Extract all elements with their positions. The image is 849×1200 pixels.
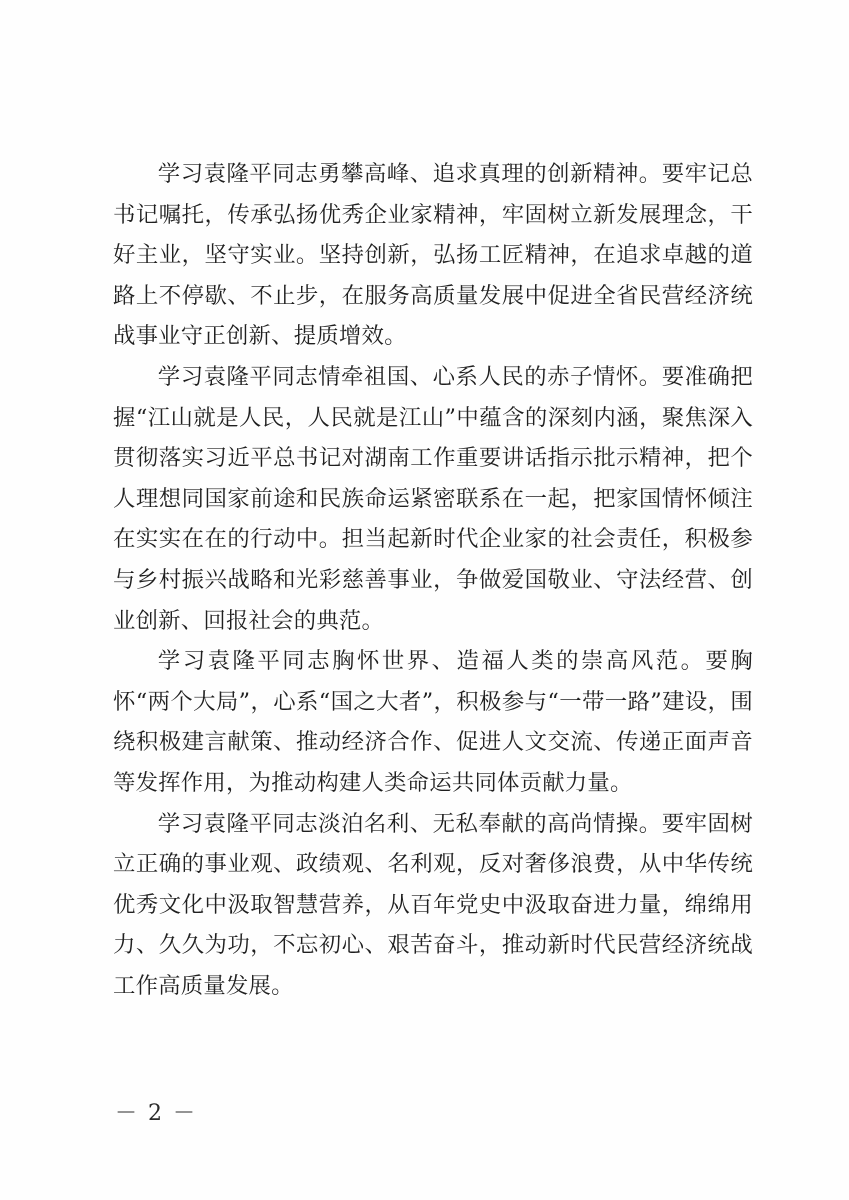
paragraph-patriotic-feeling: 学习袁隆平同志情牵祖国、心系人民的赤子情怀。要准确把握“江山就是人民，人民就是江山”中蕴含的深刻内涵，聚焦深入贯彻落实习近平总书记对湖南工作重要讲话指示批示精神，把个人理想同国家前途和民族命运紧密联系在一起，把家国情怀倾注在实实在在的行动中。担当起新时代企业家的社会责任，积极参与乡村振兴战略和光彩慈善事业，争做爱国敬业、守法经营、创业创新、回报社会的典范。 <box>113 363 753 634</box>
page-number: － 2 － <box>115 1101 197 1126</box>
paragraph-world-vision: 学习袁隆平同志胸怀世界、造福人类的崇高风范。要胸怀“两个大局”，心系“国之大者”，积极参与“一带一路”建设，围绕积极建言献策、推动经济合作、促进人文交流、传递正面声音等发挥作用，为推动构建人类命运共同体贡献力量。 <box>113 648 753 796</box>
paragraph-innovation-spirit: 学习袁隆平同志勇攀高峰、追求真理的创新精神。要牢记总书记嘱托，传承弘扬优秀企业家精神，牢固树立新发展理念，干好主业，坚守实业。坚持创新，弘扬工匠精神，在追求卓越的道路上不停歇、不止步，在服务高质量发展中促进全省民营经济统战事业守正创新、提质增效。 <box>113 161 753 350</box>
paragraph-selfless-dedication: 学习袁隆平同志淡泊名利、无私奉献的高尚情操。要牢固树立正确的事业观、政绩观、名利观，反对奢侈浪费，从中华传统优秀文化中汲取智慧营养，从百年党史中汲取奋进力量，绵绵用力、久久为功，不忘初心、艰苦奋斗，推动新时代民营经济统战工作高质量发展。 <box>113 810 753 999</box>
document-body <box>113 154 753 1006</box>
